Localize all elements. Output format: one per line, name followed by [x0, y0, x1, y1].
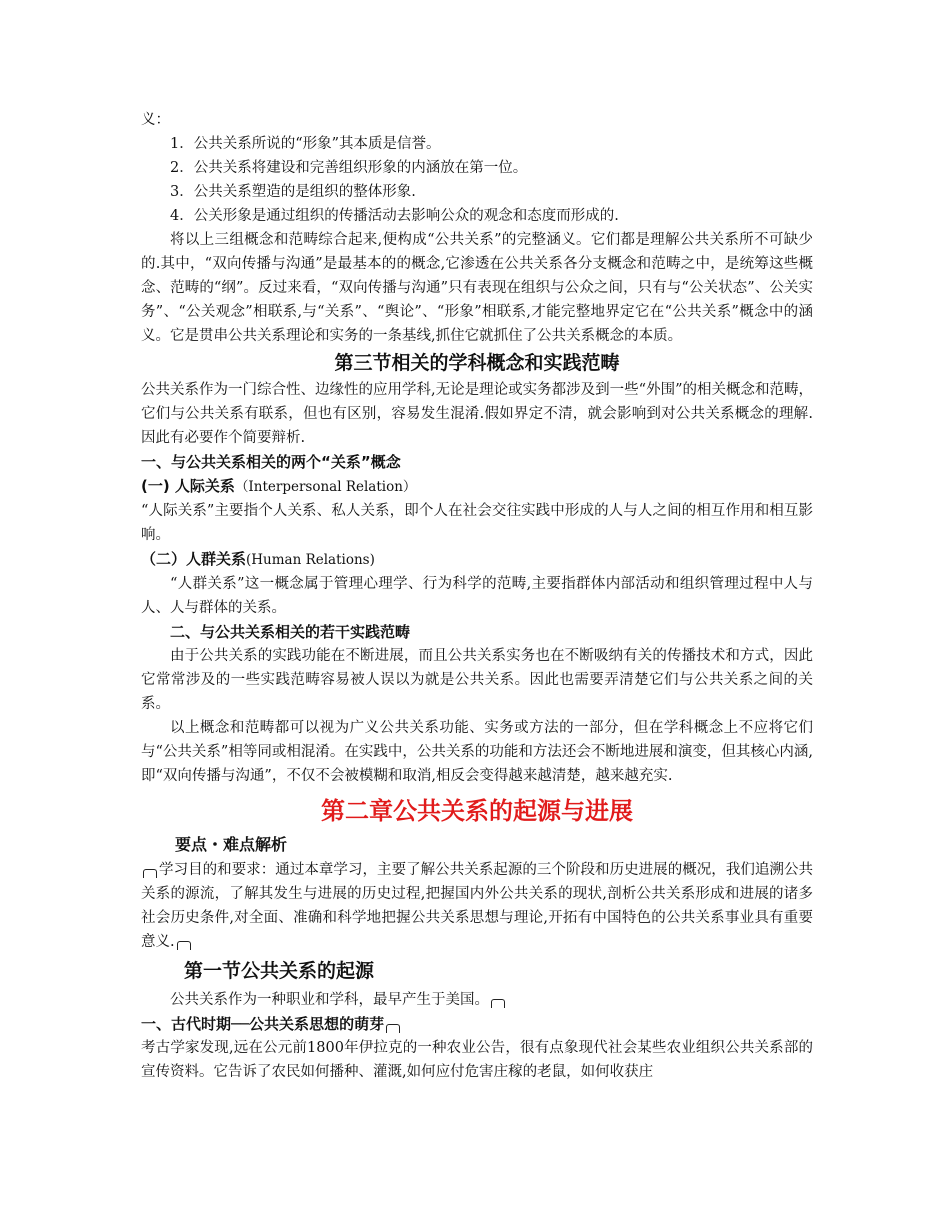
- origin-paragraph: [141, 988, 813, 1012]
- list-item: 2．公共关系将建设和完善组织形象的内涵放在第一位。: [170, 160, 528, 176]
- heading-practice-categories: 二、与公共关系相关的若干实践范畴: [170, 623, 411, 641]
- list-item: 4．公关形象是通过组织的传播活动去影响公众的观念和态度而形成的.: [170, 208, 619, 224]
- sub-heading-english: (Human Relations): [246, 552, 375, 568]
- section3-title: 第三节相关的学科概念和实践范畴: [334, 352, 620, 374]
- list-item: 1．公共关系所说的“形象”其本质是信誉。: [170, 136, 441, 152]
- list-item: 3．公共关系塑造的是组织的整体形象.: [170, 184, 416, 200]
- paragraph-mark-icon: [491, 999, 505, 1008]
- human-relations-text: “人群关系”这一概念属于管理心理学、行为科学的范畴,主要指群体内部活动和组织管理过程中人与人、人与群体的关系。: [141, 576, 813, 616]
- ancient-paragraph: 考古学家发现,远在公元前1800年伊拉克的一种农业公告，很有点象现代社会某些农业组织公共关系部的宣传资料。它告诉了农民如何播种、灌溉,如何应付危害庄稼的老鼠，如何收获庄: [141, 1040, 813, 1080]
- sub-heading-title: (一) 人际关系: [141, 477, 235, 495]
- sub-heading-english: （Interpersonal Relation）: [234, 479, 417, 495]
- sub-heading-title: （二）人群关系: [141, 550, 247, 568]
- paragraph-mark-icon: [386, 1024, 400, 1033]
- objectives-paragraph: [141, 858, 813, 954]
- sub-heading-interpersonal: [141, 474, 813, 499]
- summary-paragraph: 将以上三组概念和范畴综合起来,便构成“公共关系”的完整涵义。它们都是理解公共关系所不可缺少的.其中，“双向传播与沟通”是最基本的的概念,它渗透在公共关系各分支概念和范畴之中，是统筹这些概念、范畴的“纲”。反过来看，“双向传播与沟通”只有表现在组织与公众之间，只有与“公关状态”、公关实务”、“公关观念”相联系,与“关系”、“舆论”、“形象”相联系,才能完整地界定它在“公共关系”概念中的涵义。它是贯串公共关系理论和实务的一条基线,抓住它就抓住了公共关系概念的本质。: [141, 232, 813, 344]
- practice-paragraph: 由于公共关系的实践功能在不断进展，而且公共关系实务也在不断吸纳有关的传播技术和方式，因此它常常涉及的一些实践范畴容易被人误以为就是公共关系。因此也需要弄清楚它们与公共关系之间的关系。: [141, 648, 813, 712]
- heading-related-relations: 一、与公共关系相关的两个“关系”概念: [141, 453, 401, 471]
- interpersonal-text: “人际关系”主要指个人关系、私人关系，即个人在社会交往实践中形成的人与人之间的相互作用和相互影响。: [141, 503, 813, 543]
- page-content: [141, 108, 813, 1084]
- paragraph-mark-icon: [143, 869, 157, 878]
- ancient-heading-text: 一、古代时期──公共关系思想的萌芽: [141, 1015, 385, 1033]
- paragraph-mark-icon: [177, 941, 191, 950]
- chapter-title: 第二章公共关系的起源与进展: [321, 797, 633, 825]
- section3-intro: 公共关系作为一门综合性、边缘性的应用学科,无论是理论或实务都涉及到一些“外围”的相关概念和范畴，它们与公共关系有联系，但也有区别，容易发生混淆.假如界定不清，就会影响到对公共关系概念的理解.因此有必要作个简要辩析.: [141, 382, 813, 446]
- ancient-heading: [141, 1012, 813, 1036]
- section1-title: 第一节公共关系的起源: [184, 960, 375, 982]
- objectives-text: 学习目的和要求：通过本章学习，主要了解公共关系起源的三个阶段和历史进展的概况，我们追溯公共关系的源流，了解其发生与进展的历史过程,把握国内外公共关系的现状,剖析公共关系形成和进展的诸多社会历史条件,对全面、准确和科学地把握公共关系思想与理论,开拓有中国特色的公共关系事业具有重要意义.: [141, 862, 813, 950]
- practice-paragraph: 以上概念和范畴都可以视为广义公共关系功能、实务或方法的一部分，但在学科概念上不应将它们与“公共关系”相等同或相混淆。在实践中，公共关系的功能和方法还会不断地进展和演变，但其核心内涵,即“双向传播与沟通”，不仅不会被模糊和取消,相反会变得越来越清楚，越来越充实.: [141, 720, 813, 784]
- sub-heading-human-relations: [141, 547, 813, 572]
- intro-tail: 义：: [141, 112, 170, 128]
- key-points-title: 要点・难点解析: [175, 835, 288, 854]
- origin-text: 公共关系作为一种职业和学科，最早产生于美国。: [170, 992, 489, 1008]
